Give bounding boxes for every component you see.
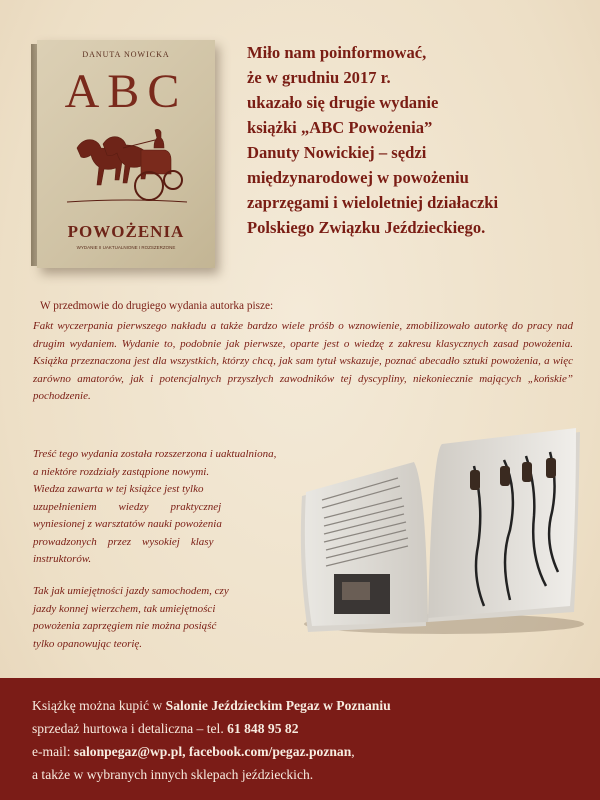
paragraph-line: Tak jak umiejętności jazdy samochodem, czy	[33, 585, 229, 597]
open-book-image	[294, 426, 584, 636]
paragraph-line: Treść tego wydania została rozszerzona i uaktualniona,	[33, 448, 277, 460]
store-name: Salonie Jeździeckim Pegaz w Poznaniu	[165, 698, 391, 713]
preface-paragraph-3	[33, 583, 318, 653]
cover-abc: ABC	[64, 65, 188, 118]
paragraph-line: prowadzonych przez wysokiej klasy	[33, 535, 214, 548]
headline-line: ukazało się drugie wydanie	[247, 93, 439, 112]
book-cover	[37, 40, 215, 268]
footer-line-1	[32, 694, 582, 717]
headline-line: międzynarodowej w powożeniu	[247, 168, 469, 187]
paragraph-line: uzupełnieniem wiedzy praktycznej	[33, 500, 222, 513]
paragraph-line: tylko opanowując teorię.	[33, 637, 143, 650]
paragraph-line: instruktorów.	[33, 553, 92, 565]
footer-text-part: Książkę można kupić w	[32, 698, 166, 713]
headline-line: Danuty Nowickiej – sędzi	[247, 143, 427, 162]
phone-number: 61 848 95 82	[227, 721, 299, 736]
preface-paragraph-1: Fakt wyczerpania pierwszego nakładu a także bardzo wiele próśb o wznowienie, zmobilizowało autorkę do pracy nad drugim wydaniem. Wydanie to, podobnie jak pierwsze, oparte jest o wiedzę z zakresu klasycznych zasad powożenia. Książka przeznaczona jest dla wszystkich, którzy chcą, jak sam tytuł wskazuje, poznać abecadło sztuki powożenia, a więc zarówno amatorów, jak i potencjalnych przyszłych zawodników tej dyscypliny, niekoniecznie mających „końskie” pochodzenie.	[33, 320, 573, 402]
headline-line: że w grudniu 2017 r.	[247, 68, 391, 87]
footer-text-part: sprzedaż hurtowa i detaliczna – tel.	[32, 721, 228, 736]
headline-line: Polskiego Związku Jeździeckiego.	[247, 218, 486, 237]
footer-line-2	[32, 717, 582, 740]
headline-line: Miło nam poinformować,	[247, 43, 427, 62]
footer-text-part: e-mail:	[32, 744, 74, 759]
contact-links[interactable]: salonpegaz@wp.pl, facebook.com/pegaz.poznan	[73, 744, 352, 759]
cover-subtitle: WYDANIE II UAKTUALNIONE I ROZSZERZONE	[76, 245, 176, 250]
paragraph-line: a niektóre rozdziały zastąpione nowymi.	[33, 465, 210, 478]
cover-author: DANUTA NOWICKA	[82, 50, 170, 59]
paragraph-line: Wiedza zawarta w tej książce jest tylko	[33, 483, 204, 495]
paragraph-line: wyniesionej z warsztatów nauki powożenia	[33, 518, 222, 530]
footer-line-3	[32, 740, 582, 763]
footer-line-4: a także w wybranych innych sklepach jeździeckich.	[32, 767, 314, 782]
paragraph-line: jazdy konnej wierzchem, tak umiejętności	[33, 602, 216, 615]
footer-text	[32, 694, 582, 786]
headline-line: zaprzęgami i wieloletniej działaczki	[247, 193, 499, 212]
cover-title: POWOŻENIA	[67, 222, 185, 241]
headline-line: książki „ABC Powożenia”	[247, 118, 433, 137]
footer-text-part: ,	[351, 744, 355, 759]
preface-intro: W przedmowie do drugiego wydania autorka pisze:	[40, 300, 274, 312]
announcement-headline	[247, 40, 592, 240]
book-cover-image	[37, 40, 215, 268]
horses-illustration	[63, 120, 189, 220]
paragraph-line: powożenia zaprzęgiem nie można posiąść	[33, 620, 217, 632]
footer-banner	[0, 678, 600, 800]
